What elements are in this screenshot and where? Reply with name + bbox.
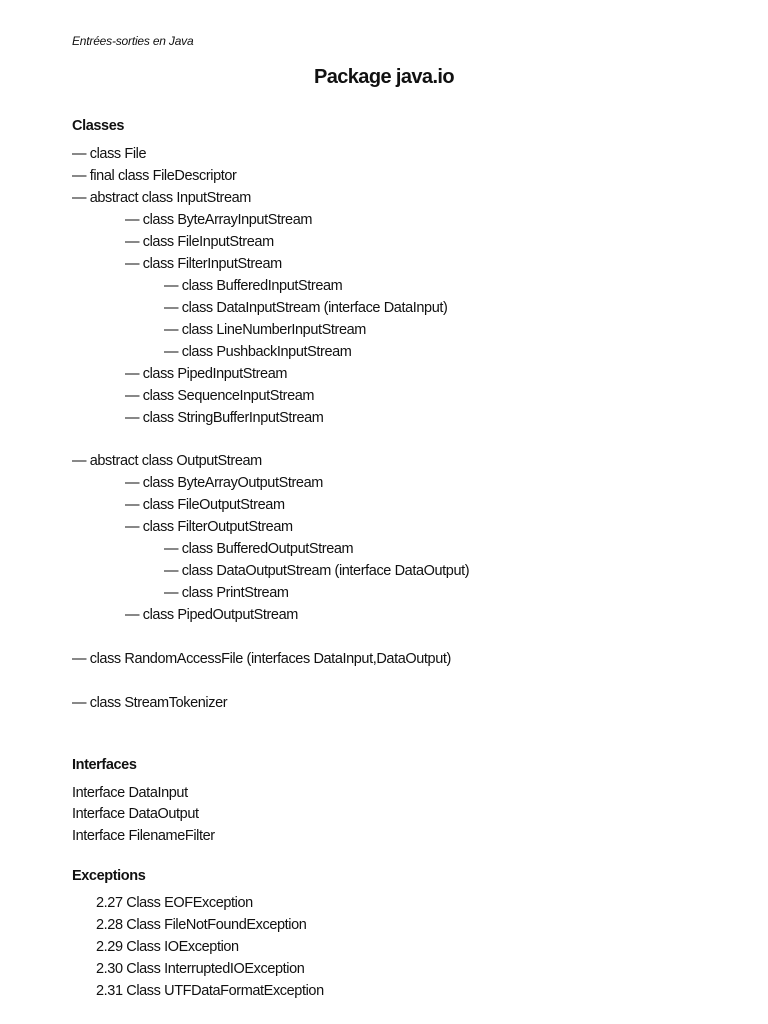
class-line: — class SequenceInputStream: [125, 388, 315, 404]
class-line: — abstract class InputStream: [72, 190, 251, 206]
interface-line: Interface DataOutput: [72, 806, 199, 822]
interface-line: Interface DataInput: [72, 785, 188, 801]
exception-line: 2.28 Class FileNotFoundException: [96, 917, 307, 933]
class-line: — class ByteArrayInputStream: [125, 212, 313, 228]
exception-line: 2.27 Class EOFException: [96, 895, 253, 911]
class-line: — class FilterInputStream: [125, 256, 282, 272]
class-line: — class StringBufferInputStream: [125, 410, 324, 426]
running-header: Entrées-sorties en Java: [72, 34, 194, 48]
class-line: — class FileOutputStream: [125, 497, 285, 513]
page-title: Package java.io: [314, 66, 454, 88]
exception-line: 2.29 Class IOException: [96, 939, 239, 955]
class-line: — class BufferedOutputStream: [164, 541, 354, 557]
class-line: — class DataInputStream (interface DataInput): [164, 300, 448, 316]
class-line: — final class FileDescriptor: [72, 168, 237, 184]
class-line: — abstract class OutputStream: [72, 453, 262, 469]
exception-line: 2.30 Class InterruptedIOException: [96, 961, 305, 977]
exception-line: 2.31 Class UTFDataFormatException: [96, 983, 324, 999]
class-line: — class ByteArrayOutputStream: [125, 475, 323, 491]
classes-heading: Classes: [72, 118, 125, 134]
interfaces-heading: Interfaces: [72, 757, 137, 773]
class-line: — class File: [72, 146, 147, 162]
class-line: — class FileInputStream: [125, 234, 274, 250]
class-line: — class DataOutputStream (interface DataOutput): [164, 563, 470, 579]
class-line: — class LineNumberInputStream: [164, 322, 366, 338]
class-line: — class StreamTokenizer: [72, 695, 228, 711]
class-line: — class FilterOutputStream: [125, 519, 293, 535]
class-line: — class BufferedInputStream: [164, 278, 343, 294]
class-line: — class PushbackInputStream: [164, 344, 352, 360]
exceptions-heading: Exceptions: [72, 868, 146, 884]
class-line: — class PipedOutputStream: [125, 607, 298, 623]
class-line: — class PrintStream: [164, 585, 289, 601]
class-line: — class PipedInputStream: [125, 366, 288, 382]
interface-line: Interface FilenameFilter: [72, 828, 215, 844]
class-line: — class RandomAccessFile (interfaces DataInput,DataOutput): [72, 651, 451, 667]
